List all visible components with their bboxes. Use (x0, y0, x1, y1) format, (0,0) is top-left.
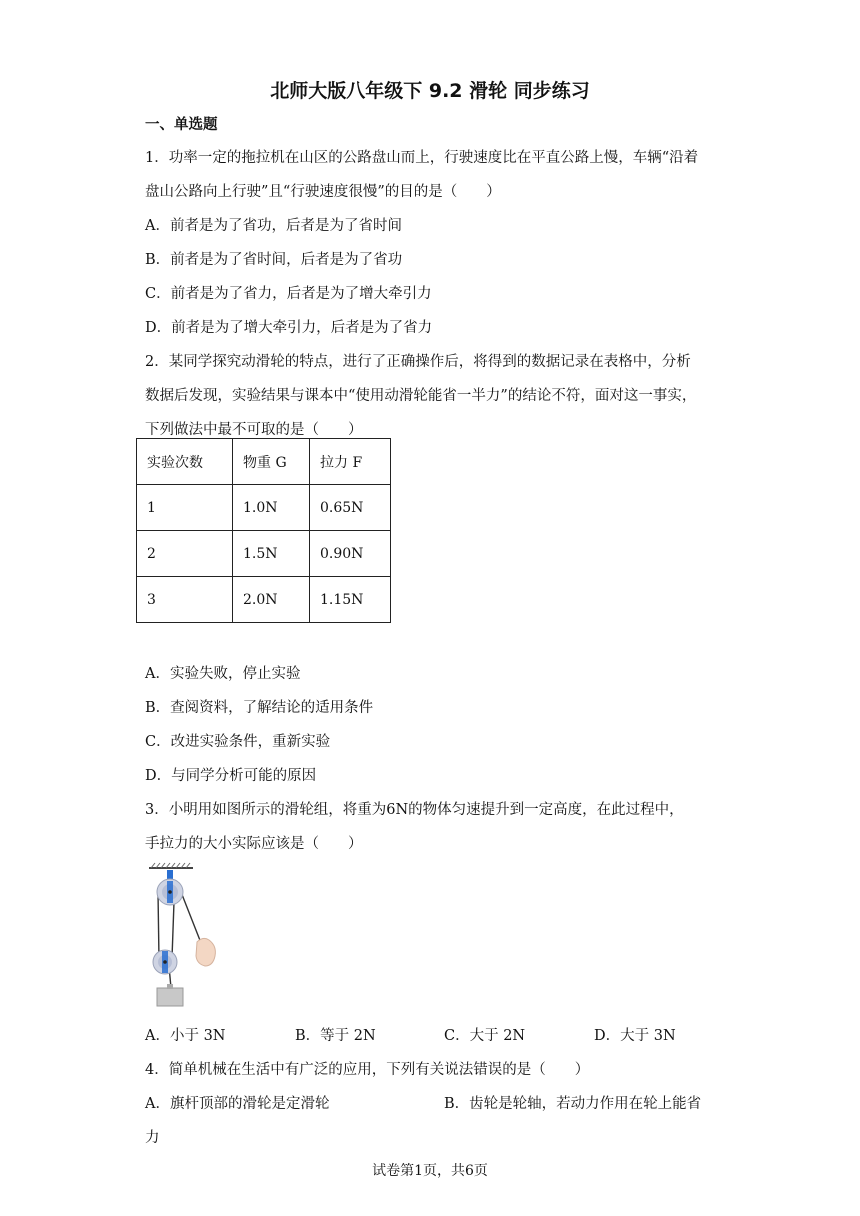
table-row (137, 485, 391, 531)
section-heading: 一、单选题 (145, 117, 218, 133)
q3-stem-line1: 3．小明用如图所示的滑轮组，将重为6N的物体匀速提升到一定高度，在此过程中， (145, 802, 684, 818)
q4-option-b-continued: 力 (145, 1130, 160, 1146)
page-footer: 试卷第1页，共6页 (372, 1163, 488, 1179)
table-cell: 0.65N (310, 485, 391, 531)
table-cell: 1.0N (233, 485, 310, 531)
table-header-row (137, 439, 391, 485)
table-cell: 0.90N (310, 531, 391, 577)
table-cell: 1.5N (233, 531, 310, 577)
q3-stem-line2: 手拉力的大小实际应该是（ ） (145, 836, 363, 852)
q2-stem-line3: 下列做法中最不可取的是（ ） (145, 422, 363, 438)
q3-option-d: D．大于 3N (594, 1028, 676, 1044)
q2-option-b: B．查阅资料，了解结论的适用条件 (145, 700, 374, 716)
q1-stem-line2: 盘山公路向上行驶”且“行驶速度很慢”的目的是（ ） (145, 184, 501, 200)
data-table (136, 438, 391, 623)
table-row (137, 577, 391, 623)
table-header-cell: 物重 G (233, 439, 310, 485)
q2-option-c: C．改进实验条件，重新实验 (145, 734, 331, 750)
q4-option-a: A．旗杆顶部的滑轮是定滑轮 (145, 1096, 330, 1112)
table-cell: 2 (137, 531, 233, 577)
table-cell: 2.0N (233, 577, 310, 623)
q4-option-b: B．齿轮是轮轴，若动力作用在轮上能省 (444, 1096, 702, 1112)
q1-option-b: B．前者是为了省时间，后者是为了省功 (145, 252, 403, 268)
q1-stem-line1: 1．功率一定的拖拉机在山区的公路盘山而上，行驶速度比在平直公路上慢，车辆“沿着 (145, 150, 699, 166)
q1-option-d: D．前者是为了增大牵引力，后者是为了省力 (145, 320, 433, 336)
q2-option-d: D．与同学分析可能的原因 (145, 768, 317, 784)
page-title: 北师大版八年级下 9.2 滑轮 同步练习 (270, 80, 590, 102)
table-row (137, 531, 391, 577)
q1-option-c: C．前者是为了省力，后者是为了增大牵引力 (145, 286, 432, 302)
table-cell: 1.15N (310, 577, 391, 623)
q3-option-a: A．小于 3N (145, 1028, 226, 1044)
q3-option-c: C．大于 2N (444, 1028, 526, 1044)
q1-option-a: A．前者是为了省功，后者是为了省时间 (145, 218, 402, 234)
q2-stem-line1: 2．某同学探究动滑轮的特点，进行了正确操作后，将得到的数据记录在表格中，分析 (145, 354, 691, 370)
q3-option-b: B．等于 2N (295, 1028, 376, 1044)
table-cell: 3 (137, 577, 233, 623)
table-header-cell: 实验次数 (137, 439, 233, 485)
q2-option-a: A．实验失败，停止实验 (145, 666, 301, 682)
q2-stem-line2: 数据后发现，实验结果与课本中“使用动滑轮能省一半力”的结论不符，面对这一事实， (145, 388, 697, 404)
table-cell: 1 (137, 485, 233, 531)
pulley-system-figure (145, 862, 225, 1008)
q4-stem: 4．简单机械在生活中有广泛的应用，下列有关说法错误的是（ ） (145, 1062, 590, 1078)
table-header-cell: 拉力 F (310, 439, 391, 485)
